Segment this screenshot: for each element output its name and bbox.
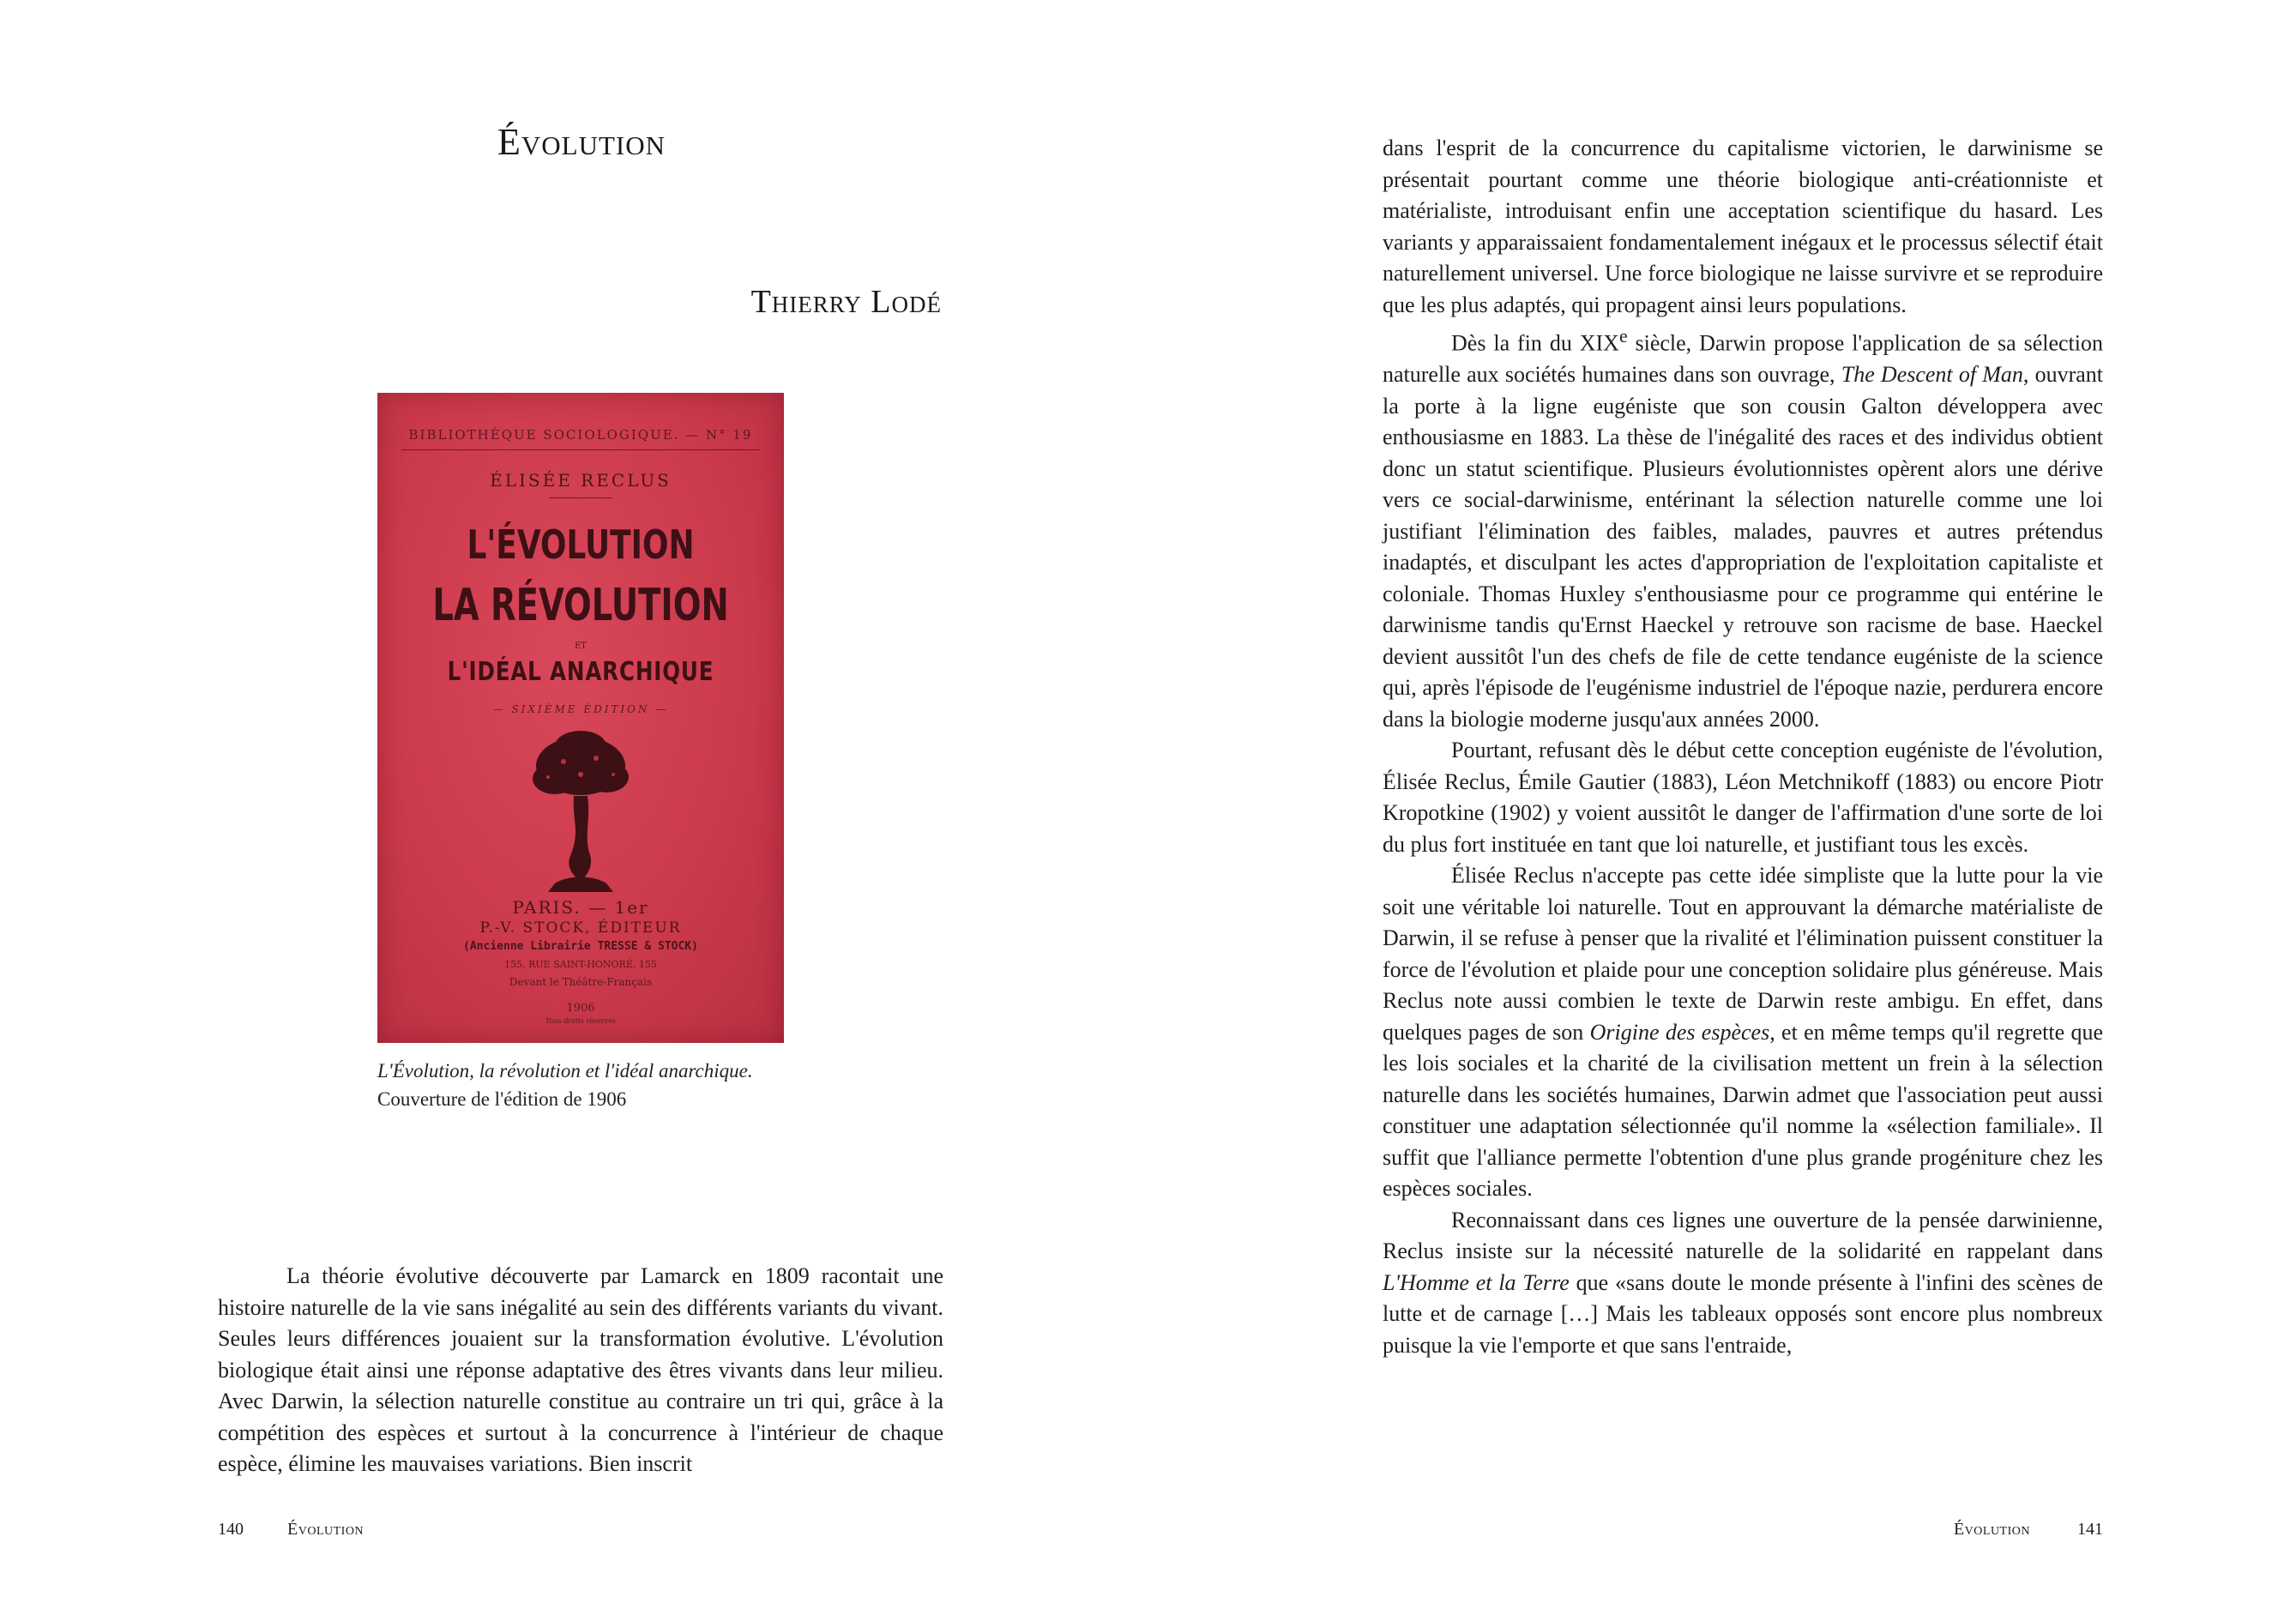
text-run: Reconnaissant dans ces lignes une ouverture de la pensée darwinienne, Reclus insiste sur la nécessité naturelle de la solidarité en rappelant dans: [1383, 1207, 2103, 1264]
cover-title-line3: L'IDÉAL ANARCHIQUE: [447, 657, 714, 687]
text-run: siècle, Darwin propose l'application de sa sélection naturelle aux sociétés humaines dans son ouvrage,: [1383, 330, 2103, 388]
cover-series: BIBLIOTHÈQUE SOCIOLOGIQUE. — N° 19: [401, 427, 760, 450]
left-body-text: [218, 1261, 943, 1480]
cover-conjunction: ET: [575, 642, 587, 651]
caption-title: L'Évolution, la révolution et l'idéal anarchique.: [377, 1060, 753, 1082]
folio-left: [218, 1520, 364, 1540]
book-cover-image: [377, 393, 784, 1043]
page-number: 141: [2077, 1520, 2103, 1539]
cover-author: ÉLISÉE RECLUS: [490, 470, 672, 491]
text-run: , et en même temps qu'il regrette que les lois sociales et la charité de la civilisation mettent un frein à la sélection naturelle dans les sociétés humaines, Darwin admet que l'association peut aussi constituer une adaptation sélectionnée qu'il nomme la «sélection familiale». Il suffit que l'alliance permette l'obtention d'une plus grande progéniture chez les espèces sociales.: [1383, 1019, 2104, 1202]
cover-publisher-note: (Ancienne Librairie TRESSE & STOCK): [463, 940, 698, 953]
right-body-text: [1383, 133, 2103, 1361]
author-name: Thierry Lodé: [750, 284, 942, 320]
running-head: Évolution: [287, 1520, 365, 1539]
cover-street: 155, RUE SAINT-HONORÉ, 155: [504, 959, 657, 970]
paragraph: La théorie évolutive découverte par Lamarck en 1809 racontait une histoire naturelle de la vie sans inégalité au sein des différents variants du vivant. Seules leurs différences jouaient sur la transformation évolutive. L'évolution biologique était ainsi une réponse adaptative des êtres vivants dans leur milieu. Avec Darwin, la sélection naturelle constitue au contraire un tri qui, grâce à la compétition des espèces et surtout à la concurrence à l'intérieur de chaque espèce, élimine les mauvaises variations. Bien inscrit: [218, 1263, 943, 1476]
text-run: que «sans doute le monde présente à l'infini des scènes de lutte et de carnage […] Mais les tableaux opposés sont encore plus nombreux puisque la vie l'emporte et que sans l'entraide,: [1383, 1269, 2103, 1358]
paragraph: [1383, 860, 2103, 1205]
text-run: Dès la fin du XIX: [1451, 330, 1619, 356]
cover-rights: Tous droits réservés: [545, 1017, 617, 1025]
running-head: Évolution: [1953, 1520, 2030, 1539]
right-page: [1148, 0, 2296, 1621]
figure-caption: [377, 1057, 806, 1113]
paragraph: [1383, 321, 2103, 735]
caption-text: Couverture de l'édition de 1906: [377, 1088, 627, 1110]
book-title: L'Homme et la Terre: [1383, 1269, 1570, 1295]
cover-year: 1906: [566, 1002, 595, 1015]
folio-right: [1954, 1520, 2103, 1540]
paragraph: Pourtant, refusant dès le début cette conception eugéniste de l'évolution, Élisée Reclus, Émile Gautier (1883), Léon Metchnikoff (1883) ou encore Piotr Kropotkine (1902) y voient aussitôt le danger de l'affirmation d'une sorte de loi du plus fort instituée en tant que loi naturelle, et justifiant tous les excès.: [1383, 738, 2103, 857]
cover-city: PARIS. — 1er: [512, 897, 649, 918]
cover-title-line1: L'ÉVOLUTION: [467, 521, 695, 568]
text-run: , ouvrant la porte à la ligne eugéniste que son cousin Galton développera avec enthousiasme en 1883. La thèse de l'inégalité des races et des individus obtient donc un statut scientifique. Plusieurs évolutionnistes opèrent alors une dérive vers ce social-darwinisme, entérinant la sélection naturelle comme une loi justifiant l'élimination des faibles, malades, pauvres et autres prétendus inadaptés, et disculpant les actes d'appropriation de l'exploitation capitaliste et coloniale. Thomas Huxley s'enthousiasme pour ce programme qui entérine le darwinisme tandis qu'Ernst Haeckel y retrouve son racisme de base. Haeckel devient aussitôt l'un des chefs de file de cette tendance eugéniste de la science qui, après l'épisode de l'eugénisme industriel de l'époque nazie, perdurera encore dans la biologie moderne jusqu'aux années 2000.: [1383, 362, 2104, 732]
paragraph: dans l'esprit de la concurrence du capitalisme victorien, le darwinisme se présentait pourtant comme une théorie biologique anti-créationniste et matérialiste, introduisant enfin une acceptation scientifique du hasard. Les variants y apparaissaient fondamentalement inégaux et le processus sélectif était naturellement universel. Une force biologique ne laisse survivre et se reproduire que les plus adaptés, qui propagent ainsi leurs populations.: [1383, 136, 2103, 317]
cover-title-line2: LA RÉVOLUTION: [432, 580, 729, 631]
text-run: Élisée Reclus n'accepte pas cette idée simpliste que la lutte pour la vie soit une véritable loi naturelle. Tout en approuvant la démarche matérialiste de Darwin, il se refuse à penser que la rivalité et l'élimination puissent constituer la force de l'évolution et plaide pour une conception solidaire plus généreuse. Mais Reclus note aussi combien le texte de Darwin reste ambigu. En effet, dans quelques pages de son: [1383, 863, 2103, 1045]
cover-divider: [549, 497, 612, 498]
chapter-title: Évolution: [497, 121, 666, 163]
cover-edition: — SIXIÈME ÉDITION —: [492, 703, 669, 715]
paragraph: [1383, 1205, 2103, 1362]
page-number: 140: [218, 1520, 244, 1539]
book-title: Origine des espèces: [1589, 1019, 1770, 1045]
tree-emblem-icon: [521, 727, 641, 925]
superscript: e: [1618, 326, 1628, 346]
book-title: The Descent of Man: [1841, 362, 2023, 388]
cover-near: Devant le Théâtre-Français: [509, 976, 653, 988]
cover-publisher: P.-V. STOCK, ÉDITEUR: [479, 919, 682, 937]
